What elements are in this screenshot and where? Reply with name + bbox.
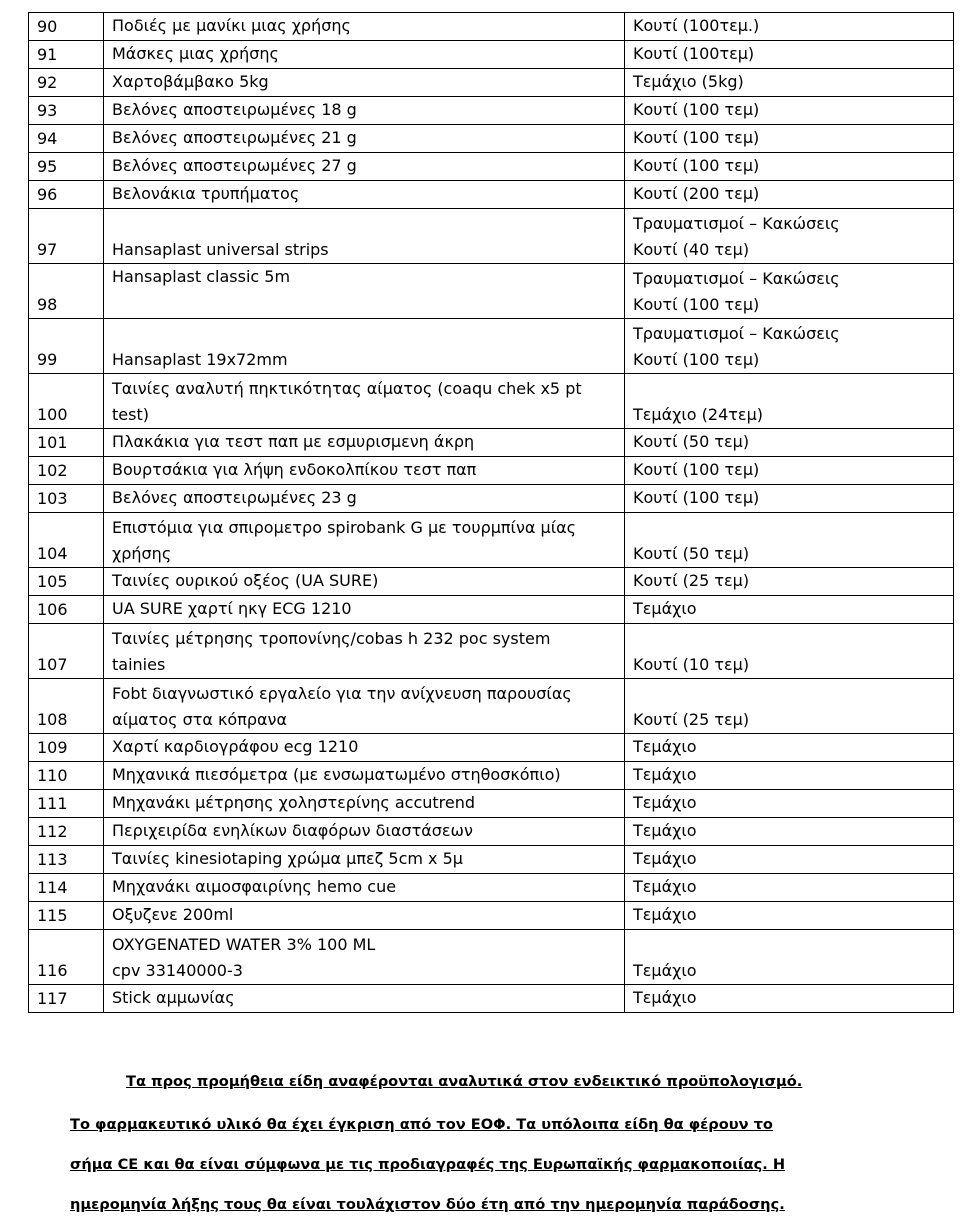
table-row: [29, 13, 954, 41]
item-description-line: Μάσκες μιας χρήσης: [112, 44, 279, 63]
item-description: [104, 485, 625, 513]
item-unit: [625, 734, 954, 762]
item-number: 104: [29, 513, 104, 568]
item-description: [104, 125, 625, 153]
item-unit-line: Κουτί (100 τεμ): [633, 128, 760, 147]
item-description-line: Ταινίες μέτρησης τροπονίνης/cobas h 232 poc system: [112, 629, 551, 648]
table-row: [29, 209, 954, 264]
item-unit-line: Τραυματισμοί – Κακώσεις: [633, 324, 840, 343]
table-row: [29, 874, 954, 902]
item-unit-line: Τραυματισμοί – Κακώσεις: [633, 269, 840, 288]
item-unit-line: Τεμάχιο: [633, 821, 697, 840]
table-row: [29, 790, 954, 818]
item-description: [104, 429, 625, 457]
item-description-line: Μηχανάκι μέτρησης χοληστερίνης accutrend: [112, 793, 476, 812]
item-description: [104, 790, 625, 818]
table-row: [29, 69, 954, 97]
item-description: [104, 457, 625, 485]
item-unit: [625, 679, 954, 734]
item-unit-line: Τεμάχιο: [633, 877, 697, 896]
item-unit: [625, 41, 954, 69]
item-description: [104, 846, 625, 874]
item-unit-line: Κουτί (10 τεμ): [633, 655, 750, 674]
item-description: [104, 153, 625, 181]
table-row: [29, 181, 954, 209]
note-line-2: Το φαρμακευτικό υλικό θα έχει έγκριση από τον ΕΟΦ. Τα υπόλοιπα είδη θα φέρουν το: [70, 1116, 773, 1133]
table-row: [29, 485, 954, 513]
item-unit-line: Τεμάχιο: [633, 793, 697, 812]
item-unit: [625, 846, 954, 874]
item-number: 101: [29, 429, 104, 457]
item-unit-line: Κουτί (100 τεμ): [633, 350, 760, 369]
item-number: 111: [29, 790, 104, 818]
item-unit: [625, 930, 954, 985]
item-number: 103: [29, 485, 104, 513]
item-number: 116: [29, 930, 104, 985]
item-number: 90: [29, 13, 104, 41]
item-description-line: tainies: [112, 655, 166, 674]
item-unit: [625, 568, 954, 596]
table-row: [29, 41, 954, 69]
item-description-line: Βελόνες αποστειρωμένες 27 g: [112, 156, 357, 175]
item-unit-line: Τεμάχιο (5kg): [633, 72, 744, 91]
item-number: 97: [29, 209, 104, 264]
item-number: 96: [29, 181, 104, 209]
item-number: 113: [29, 846, 104, 874]
table-row: [29, 153, 954, 181]
table-row: [29, 319, 954, 374]
item-number: 115: [29, 902, 104, 930]
item-number: 99: [29, 319, 104, 374]
item-unit: [625, 485, 954, 513]
item-unit-line: Κουτί (100τεμ.): [633, 16, 760, 35]
item-unit: [625, 209, 954, 264]
item-unit: [625, 374, 954, 429]
item-description-line: Βουρτσάκια για λήψη ενδοκολπίκου τεστ παπ: [112, 460, 477, 479]
item-description: [104, 902, 625, 930]
item-description: [104, 568, 625, 596]
item-description: [104, 874, 625, 902]
item-description: [104, 13, 625, 41]
item-description: [104, 624, 625, 679]
item-unit: [625, 874, 954, 902]
table-row: [29, 429, 954, 457]
item-number: 91: [29, 41, 104, 69]
item-description-line: Stick αμμωνίας: [112, 988, 235, 1007]
table-row: [29, 762, 954, 790]
item-description: [104, 513, 625, 568]
item-number: 98: [29, 264, 104, 319]
item-unit: [625, 513, 954, 568]
item-description-line: UA SURE χαρτί ηκγ ECG 1210: [112, 599, 352, 618]
table-row: [29, 624, 954, 679]
item-unit: [625, 624, 954, 679]
item-unit: [625, 153, 954, 181]
item-number: 117: [29, 985, 104, 1013]
item-description-line: Hansaplast 19x72mm: [112, 350, 288, 369]
item-unit: [625, 762, 954, 790]
item-description-line: Βελόνες αποστειρωμένες 21 g: [112, 128, 357, 147]
item-description-line: Βελόνες αποστειρωμένες 18 g: [112, 100, 357, 119]
item-description-line: χρήσης: [112, 544, 172, 563]
item-number: 105: [29, 568, 104, 596]
item-unit: [625, 985, 954, 1013]
item-unit-line: Τραυματισμοί – Κακώσεις: [633, 214, 840, 233]
item-unit-line: Κουτί (50 τεμ): [633, 544, 750, 563]
item-description-line: Ταινίες αναλυτή πηκτικότητας αίματος (coaqu chek x5 pt: [112, 379, 582, 398]
item-description-line: Μηχανικά πιεσόμετρα (με ενσωματωμένο στηθοσκόπιο): [112, 765, 561, 784]
item-unit-line: Κουτί (25 τεμ): [633, 710, 750, 729]
item-unit-line: Κουτί (100 τεμ): [633, 156, 760, 175]
item-description-line: αίματος στα κόπρανα: [112, 710, 288, 729]
item-number: 94: [29, 125, 104, 153]
table-row: [29, 846, 954, 874]
table-row: [29, 513, 954, 568]
item-number: 93: [29, 97, 104, 125]
item-number: 114: [29, 874, 104, 902]
item-description-line: Χαρτοβάμβακο 5kg: [112, 72, 269, 91]
item-description-line: Hansaplast universal strips: [112, 240, 329, 259]
table-row: [29, 97, 954, 125]
item-unit: [625, 790, 954, 818]
item-unit-line: Τεμάχιο (24τεμ): [633, 405, 763, 424]
item-unit-line: Κουτί (50 τεμ): [633, 432, 750, 451]
item-description: [104, 596, 625, 624]
item-number: 110: [29, 762, 104, 790]
item-unit-line: Τεμάχιο: [633, 905, 697, 924]
item-unit-line: Κουτί (100 τεμ): [633, 488, 760, 507]
item-description-line: Fobt διαγνωστικό εργαλείο για την ανίχνευση παρουσίας: [112, 684, 572, 703]
item-unit-line: Κουτί (100 τεμ): [633, 100, 760, 119]
item-number: 109: [29, 734, 104, 762]
item-description-line: Ταινίες ουρικού οξέος (UA SURE): [112, 571, 379, 590]
item-unit-line: Τεμάχιο: [633, 988, 697, 1007]
item-number: 107: [29, 624, 104, 679]
item-unit-line: Τεμάχιο: [633, 849, 697, 868]
item-description-line: Βελόνες αποστειρωμένες 23 g: [112, 488, 357, 507]
item-description: [104, 209, 625, 264]
item-description-line: Hansaplast classic 5m: [112, 267, 291, 286]
item-description: [104, 69, 625, 97]
item-unit: [625, 264, 954, 319]
item-unit: [625, 818, 954, 846]
item-unit-line: Τεμάχιο: [633, 765, 697, 784]
item-description-line: test): [112, 405, 149, 424]
item-unit-line: Τεμάχιο: [633, 961, 697, 980]
table-row: [29, 818, 954, 846]
item-unit-line: Τεμάχιο: [633, 599, 697, 618]
item-unit: [625, 181, 954, 209]
item-unit: [625, 13, 954, 41]
item-description-line: Περιχειρίδα ενηλίκων διαφόρων διαστάσεων: [112, 821, 473, 840]
item-description: [104, 818, 625, 846]
note-line-4: ημερομηνία λήξης τους θα είναι τουλάχιστον δύο έτη από την ημερομηνία παράδοσης.: [70, 1196, 785, 1213]
item-number: 102: [29, 457, 104, 485]
items-table: [28, 12, 954, 1013]
item-unit-line: Τεμάχιο: [633, 737, 697, 756]
item-unit-line: Κουτί (200 τεμ): [633, 184, 760, 203]
item-description-line: Ταινίες kinesiotaping χρώμα μπεζ 5cm x 5μ: [112, 849, 463, 868]
table-row: [29, 985, 954, 1013]
item-description-line: Χαρτί καρδιογράφου ecg 1210: [112, 737, 359, 756]
table-row: [29, 930, 954, 985]
item-unit: [625, 902, 954, 930]
item-description-line: Οξυζενε 200ml: [112, 905, 234, 924]
item-unit: [625, 97, 954, 125]
table-row: [29, 596, 954, 624]
item-unit: [625, 596, 954, 624]
item-number: 100: [29, 374, 104, 429]
item-number: 95: [29, 153, 104, 181]
item-unit-line: Κουτί (25 τεμ): [633, 571, 750, 590]
table-row: [29, 125, 954, 153]
item-number: 92: [29, 69, 104, 97]
item-number: 108: [29, 679, 104, 734]
table-row: [29, 902, 954, 930]
item-description: [104, 264, 625, 319]
table-row: [29, 264, 954, 319]
item-unit: [625, 125, 954, 153]
item-description-line: OXYGENATED WATER 3% 100 ML: [112, 935, 376, 954]
item-number: 112: [29, 818, 104, 846]
table-row: [29, 457, 954, 485]
item-unit-line: Κουτί (100τεμ): [633, 44, 755, 63]
item-description-line: Μηχανάκι αιμοσφαιρίνης hemo cue: [112, 877, 397, 896]
item-description-line: Επιστόμια για σπιρομετρο spirobank G με τουρμπίνα μίας: [112, 518, 577, 537]
item-description-line: Πλακάκια για τεστ παπ με εσμυρισμενη άκρη: [112, 432, 475, 451]
item-description: [104, 679, 625, 734]
table-row: [29, 734, 954, 762]
item-unit-line: Κουτί (100 τεμ): [633, 295, 760, 314]
table-row: [29, 374, 954, 429]
note-line-1: Τα προς προμήθεια είδη αναφέρονται αναλυτικά στον ενδεικτικό προϋπολογισμό.: [126, 1073, 803, 1090]
item-description-line: cpv 33140000-3: [112, 961, 243, 980]
item-description: [104, 97, 625, 125]
item-unit: [625, 457, 954, 485]
item-description-line: Ποδιές με μανίκι μιας χρήσης: [112, 16, 351, 35]
item-description: [104, 985, 625, 1013]
item-description: [104, 374, 625, 429]
item-number: 106: [29, 596, 104, 624]
item-unit: [625, 429, 954, 457]
item-description: [104, 734, 625, 762]
item-description: [104, 762, 625, 790]
table-row: [29, 679, 954, 734]
item-unit-line: Κουτί (100 τεμ): [633, 460, 760, 479]
note-line-3: σήμα CE και θα είναι σύμφωνα με τις προδιαγραφές της Ευρωπαϊκής φαρμακοποιίας. Η: [70, 1156, 786, 1173]
item-description: [104, 930, 625, 985]
item-unit: [625, 69, 954, 97]
item-description: [104, 181, 625, 209]
item-description-line: Βελονάκια τρυπήματος: [112, 184, 300, 203]
item-unit-line: Κουτί (40 τεμ): [633, 240, 750, 259]
item-unit: [625, 319, 954, 374]
item-description: [104, 41, 625, 69]
item-description: [104, 319, 625, 374]
table-row: [29, 568, 954, 596]
